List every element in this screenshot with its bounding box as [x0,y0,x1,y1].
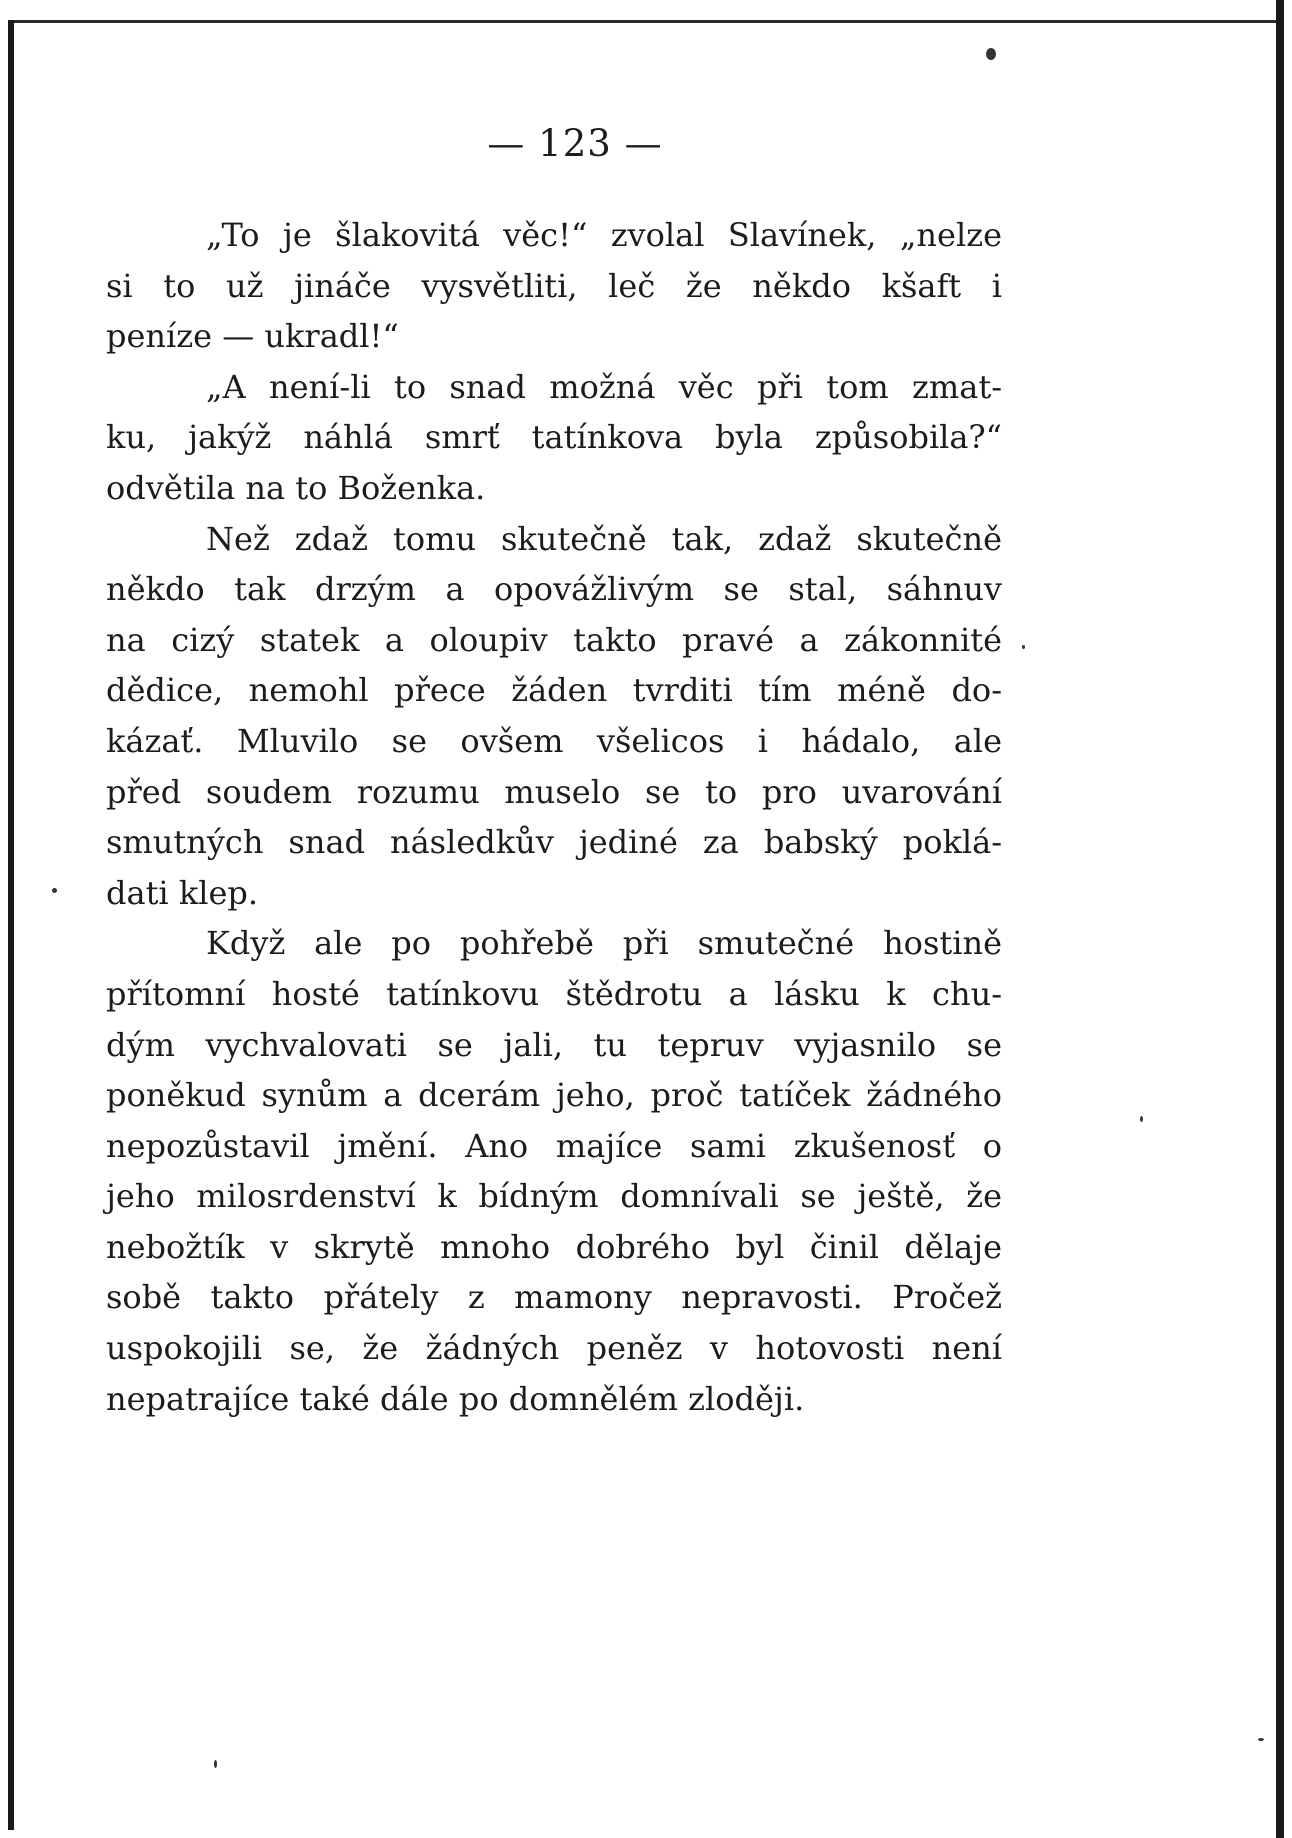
text-line: před soudem rozumu muselo se to pro uvarování [106,772,1002,811]
text-line: dati klep. [106,873,259,912]
body-text [106,210,1002,1424]
text-line: jeho milosrdenství k bídným domnívali se ještě, že [106,1177,1002,1216]
text-line: si to už jináče vysvětliti, leč že někdo kšaft i [106,266,1002,305]
text-line: nepatrajíce také dále po domnělém zloději. [106,1379,805,1418]
text-line: smutných snad následkův jediné za babský poklá- [106,823,1002,862]
text-line: poněkud synům a dcerám jeho, proč tatíček žádného [106,1076,1002,1115]
text-line: „A není-li to snad možná věc při tom zmat- [206,367,1002,406]
text-line: uspokojili se, že žádných peněz v hotovosti není [106,1329,1002,1368]
scan-speck [1022,645,1025,649]
paragraph [106,210,1002,362]
page-number: — 123 — [487,122,663,165]
scan-border-top [14,20,1276,23]
text-line: na cizý statek a oloupiv takto pravé a zákonnité [106,620,1002,659]
text-line: ku, jakýž náhlá smrť tatínkova byla způsobila?“ [106,418,1002,457]
scan-speck [1140,1116,1143,1122]
text-line: dědice, nemohl přece žáden tvrditi tím méně do- [106,671,1002,710]
text-line: peníze — ukradl!“ [106,317,399,356]
scan-speck [214,1760,217,1768]
scan-border-left [8,20,14,1830]
text-line: přítomní hosté tatínkovu štědrotu a lásku k chu- [106,974,1002,1013]
text-line: někdo tak drzým a opovážlivým se stal, sáhnuv [106,570,1002,609]
text-line: nebožtík v skrytě mnoho dobrého byl činil dělaje [106,1227,1002,1266]
text-line: dým vychvalovati se jali, tu tepruv vyjasnilo se [106,1025,1002,1064]
text-line: Než zdaž tomu skutečně tak, zdaž skutečně [206,519,1002,558]
text-line: kázať. Mluvilo se ovšem všelicos i hádalo, ale [106,721,1002,760]
scan-speck [1258,1738,1264,1741]
scan-border-right [1276,0,1284,1838]
scan-speck [52,888,57,893]
text-line: nepozůstavil jmění. Ano majíce sami zkušenosť o [106,1126,1002,1165]
text-line: „To je šlakovitá věc!“ zvolal Slavínek, „nelze [206,216,1002,254]
scan-speck [986,48,996,60]
text-line: Když ale po pohřebě při smutečné hostině [206,924,1002,963]
text-line: sobě takto přátely z mamony nepravosti. Pročež [106,1278,1002,1317]
paragraph [106,362,1002,514]
paragraph [106,514,1002,919]
text-line: odvětila na to Boženka. [106,468,486,507]
paragraph [106,918,1002,1424]
